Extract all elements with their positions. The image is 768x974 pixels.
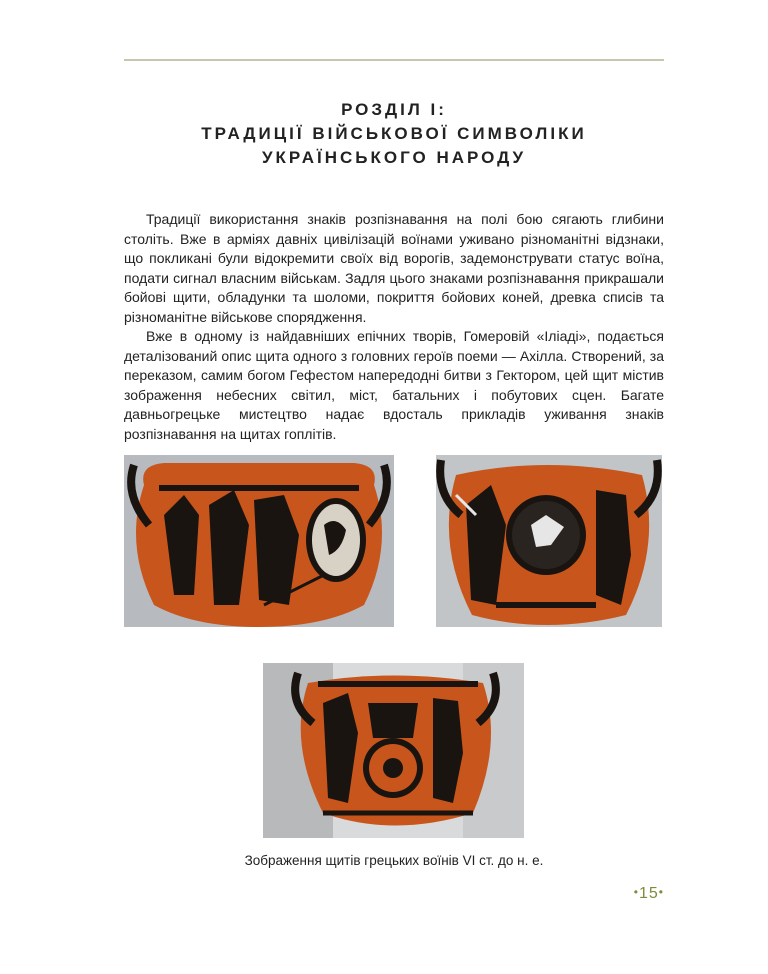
figure-caption: Зображення щитів грецьких воїнів VI ст. до н. е. — [244, 853, 544, 868]
chapter-heading-line-1: РОЗДІЛ І: — [341, 100, 447, 119]
chapter-heading-line-3: УКРАЇНСЬКОГО НАРОДУ — [261, 148, 527, 167]
chapter-heading-line-2: ТРАДИЦІЇ ВІЙСЬКОВОЇ СИМВОЛІКИ — [201, 124, 587, 143]
paragraph-2: Вже в одному із найдавніших епічних творів, Гомеровій «Іліаді», подається деталізований опис щита одного з головних героїв поеми — Ахілла. Створений, за переказом, самим богом Гефестом напередодні битви з Гектором, цей щит містив зображення небесних світил, міст, батальних і побутових сцен. Багате давньогрецьке мистецтво надає вдосталь прикладів уживання знаків розпізнавання на щитах гоплітів. — [124, 328, 664, 442]
header-rule — [124, 59, 664, 61]
vase-photo-3 — [263, 663, 524, 838]
chapter-heading — [124, 98, 664, 170]
vase-photo-1 — [124, 455, 394, 627]
vase-photo-2 — [436, 455, 662, 627]
page-number — [620, 885, 664, 903]
page-number-dot-right: • — [658, 885, 664, 899]
page-number-value: 15 — [639, 885, 659, 902]
paragraph-1: Традиції використання знаків розпізнавання на полі бою сягають глибини століть. Вже в арміях давніх цивілізацій воїнами уживано різноманітні відзнаки, що покликані були відокремити своїх від ворогів, задемонструвати статус воїна, подати сигнал власним військам. Задля цього знаками розпізнавання прикрашали бойові щити, обладунки та шоломи, покриття бойових коней, древка списів та різноманітне військове спорядження. — [124, 211, 664, 325]
page-number-dot-left: • — [633, 885, 639, 899]
body-text — [124, 210, 664, 444]
